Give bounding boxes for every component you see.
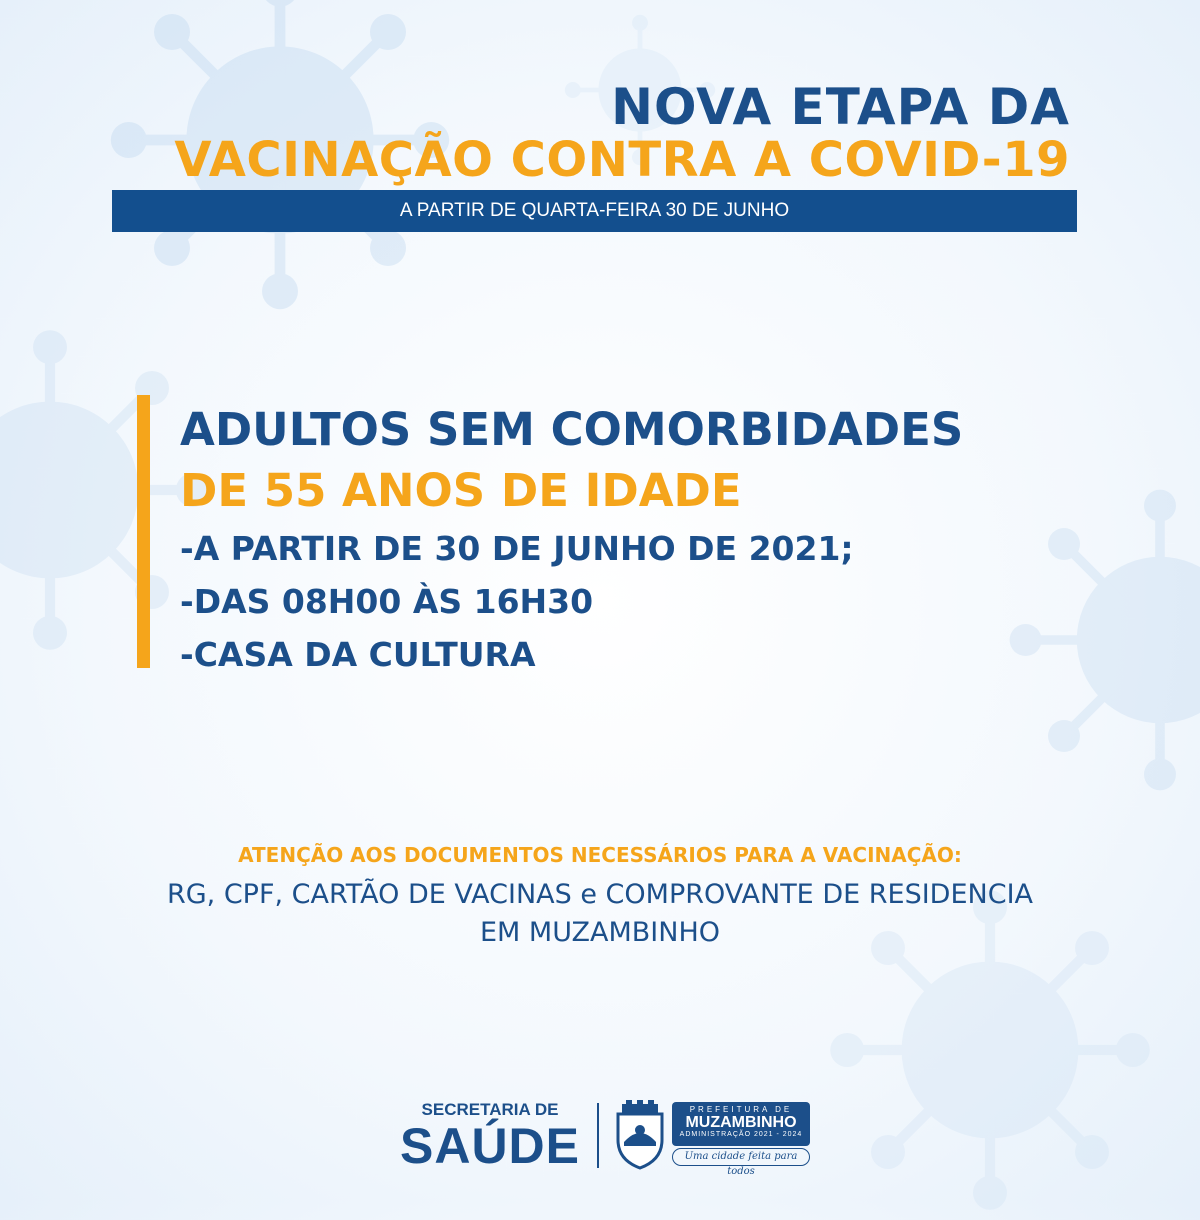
title-line-2: VACINAÇÃO CONTRA A COVID-19 xyxy=(174,132,1070,188)
main-subheading: DE 55 ANOS DE IDADE xyxy=(180,464,742,517)
city-crest-icon xyxy=(612,1100,668,1170)
secretaria-logo xyxy=(390,1100,590,1172)
administration: ADMINISTRAÇÃO 2021 - 2024 xyxy=(679,1131,803,1138)
secretaria-bottom: SAÚDE xyxy=(399,1118,581,1174)
title-line-1: NOVA ETAPA DA xyxy=(611,78,1070,136)
list-item: -A PARTIR DE 30 DE JUNHO DE 2021; xyxy=(180,529,854,568)
city-name: MUZAMBINHO xyxy=(685,1114,797,1131)
main-content xyxy=(180,400,963,681)
virus-icon xyxy=(1000,480,1200,800)
list-item: -DAS 08H00 ÀS 16H30 xyxy=(180,582,594,621)
secretaria-top: SECRETARIA DE xyxy=(421,1100,559,1119)
documents-line: RG, CPF, CARTÃO DE VACINAS e COMPROVANTE DE RESIDENCIA xyxy=(166,879,1034,910)
documents-list xyxy=(40,876,1160,952)
list-item: -CASA DA CULTURA xyxy=(180,635,536,674)
accent-bar xyxy=(137,395,150,668)
date-bar xyxy=(112,190,1077,232)
prefeitura-label: PREFEITURA DE xyxy=(689,1105,793,1114)
attention-notice: ATENÇÃO AOS DOCUMENTOS NECESSÁRIOS PARA A VACINAÇÃO: xyxy=(238,843,962,867)
slogan: Uma cidade feita para todos xyxy=(672,1148,810,1166)
logo-divider xyxy=(597,1103,599,1168)
main-heading: ADULTOS SEM COMORBIDADES xyxy=(180,403,964,456)
prefeitura-logo xyxy=(672,1102,810,1146)
documents-line: EM MUZAMBINHO xyxy=(479,917,721,948)
date-bar-text: A PARTIR DE QUARTA-FEIRA 30 DE JUNHO xyxy=(399,200,790,221)
